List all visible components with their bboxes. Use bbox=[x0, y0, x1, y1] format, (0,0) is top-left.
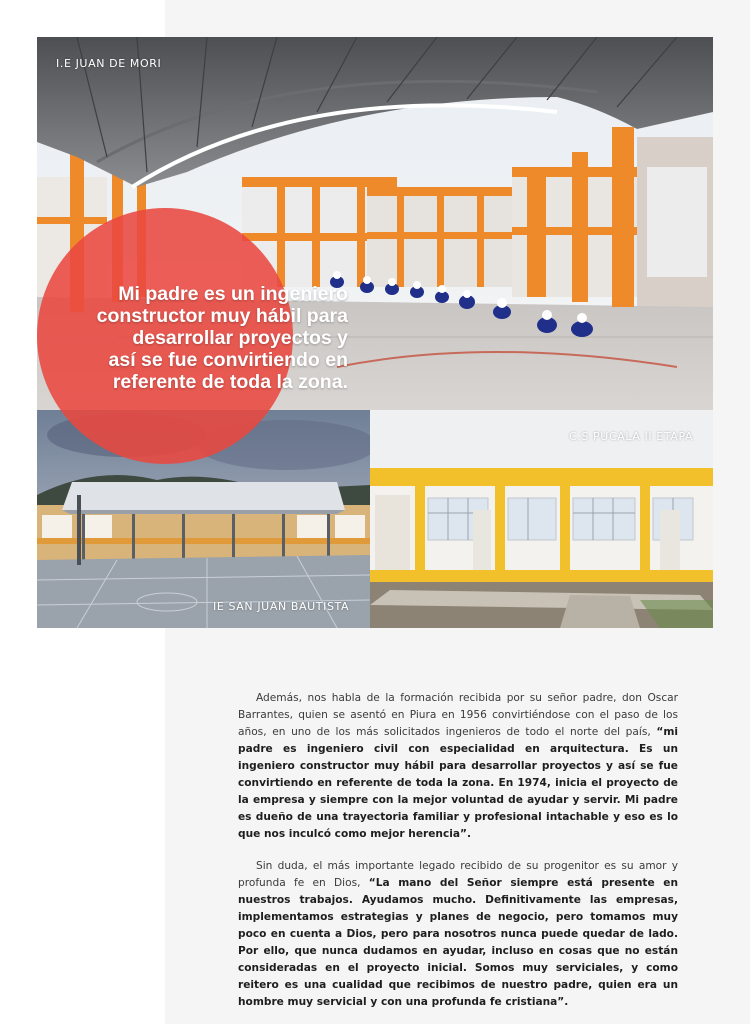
article-body bbox=[238, 690, 678, 1026]
photo-caption-top: I.E JUAN DE MORI bbox=[56, 57, 162, 70]
pull-quote bbox=[40, 283, 348, 393]
article-paragraph-1-quote: “mi padre es ingeniero civil con especialidad en arquitectura. Es un ingeniero constructor muy hábil para desarrollar proyectos y así se fue convirtiendo en referente de toda la zona. En 1974, inicia el proyecto de la empresa y siempre con la mejor voluntad de ayudar y servir. Mi padre es dueño de una trayectoria familiar y profesional intachable y eso es lo que nos inculcó como mejor herencia”. bbox=[238, 726, 678, 840]
photo-caption-bottom-right: C.S PUCALA II ETAPA bbox=[569, 430, 694, 443]
pull-quote-line: así se fue convirtiendo en bbox=[108, 349, 348, 371]
pull-quote-line: Mi padre es un ingeniero bbox=[118, 283, 348, 305]
article-paragraph-2 bbox=[238, 858, 678, 1011]
photo-caption-bottom-left: IE SAN JUAN BAUTISTA bbox=[213, 600, 350, 613]
pull-quote-line: desarrollar proyectos y bbox=[132, 327, 348, 349]
article-paragraph-2-intro: Sin duda, el más importante legado recibido de su progenitor es su amor y profunda fe en Dios, bbox=[238, 860, 678, 889]
article-paragraph-2-quote: “La mano del Señor siempre está presente en nuestros trabajos. Ayudamos mucho. Definitivamente las empresas, implementamos estrategias y planes de negocio, pero tomamos muy poco en cuenta a Dios, pero para nosotros nunca puede quedar de lado. Por ello, que nunca dudamos en ayudar, incluso en cosas que no están consideradas en el proyecto inicial. Somos muy serviciales, y como reitero es una cualidad que recibimos de nuestro padre, quien era un hombre muy servicial y con una profunda fe cristiana”. bbox=[238, 877, 678, 1008]
photo-cs-pucala-ii-etapa bbox=[370, 410, 713, 628]
article-paragraph-1-intro: Además, nos habla de la formación recibida por su señor padre, don Oscar Barrantes, quien se asentó en Piura en 1956 convirtiéndose con el paso de los años, en uno de los más solicitados ingenieros de todo el norte del país, bbox=[238, 692, 678, 738]
pull-quote-line: referente de toda la zona. bbox=[112, 371, 348, 393]
pull-quote-line: constructor muy hábil para bbox=[96, 305, 348, 327]
article-paragraph-1 bbox=[238, 690, 678, 843]
